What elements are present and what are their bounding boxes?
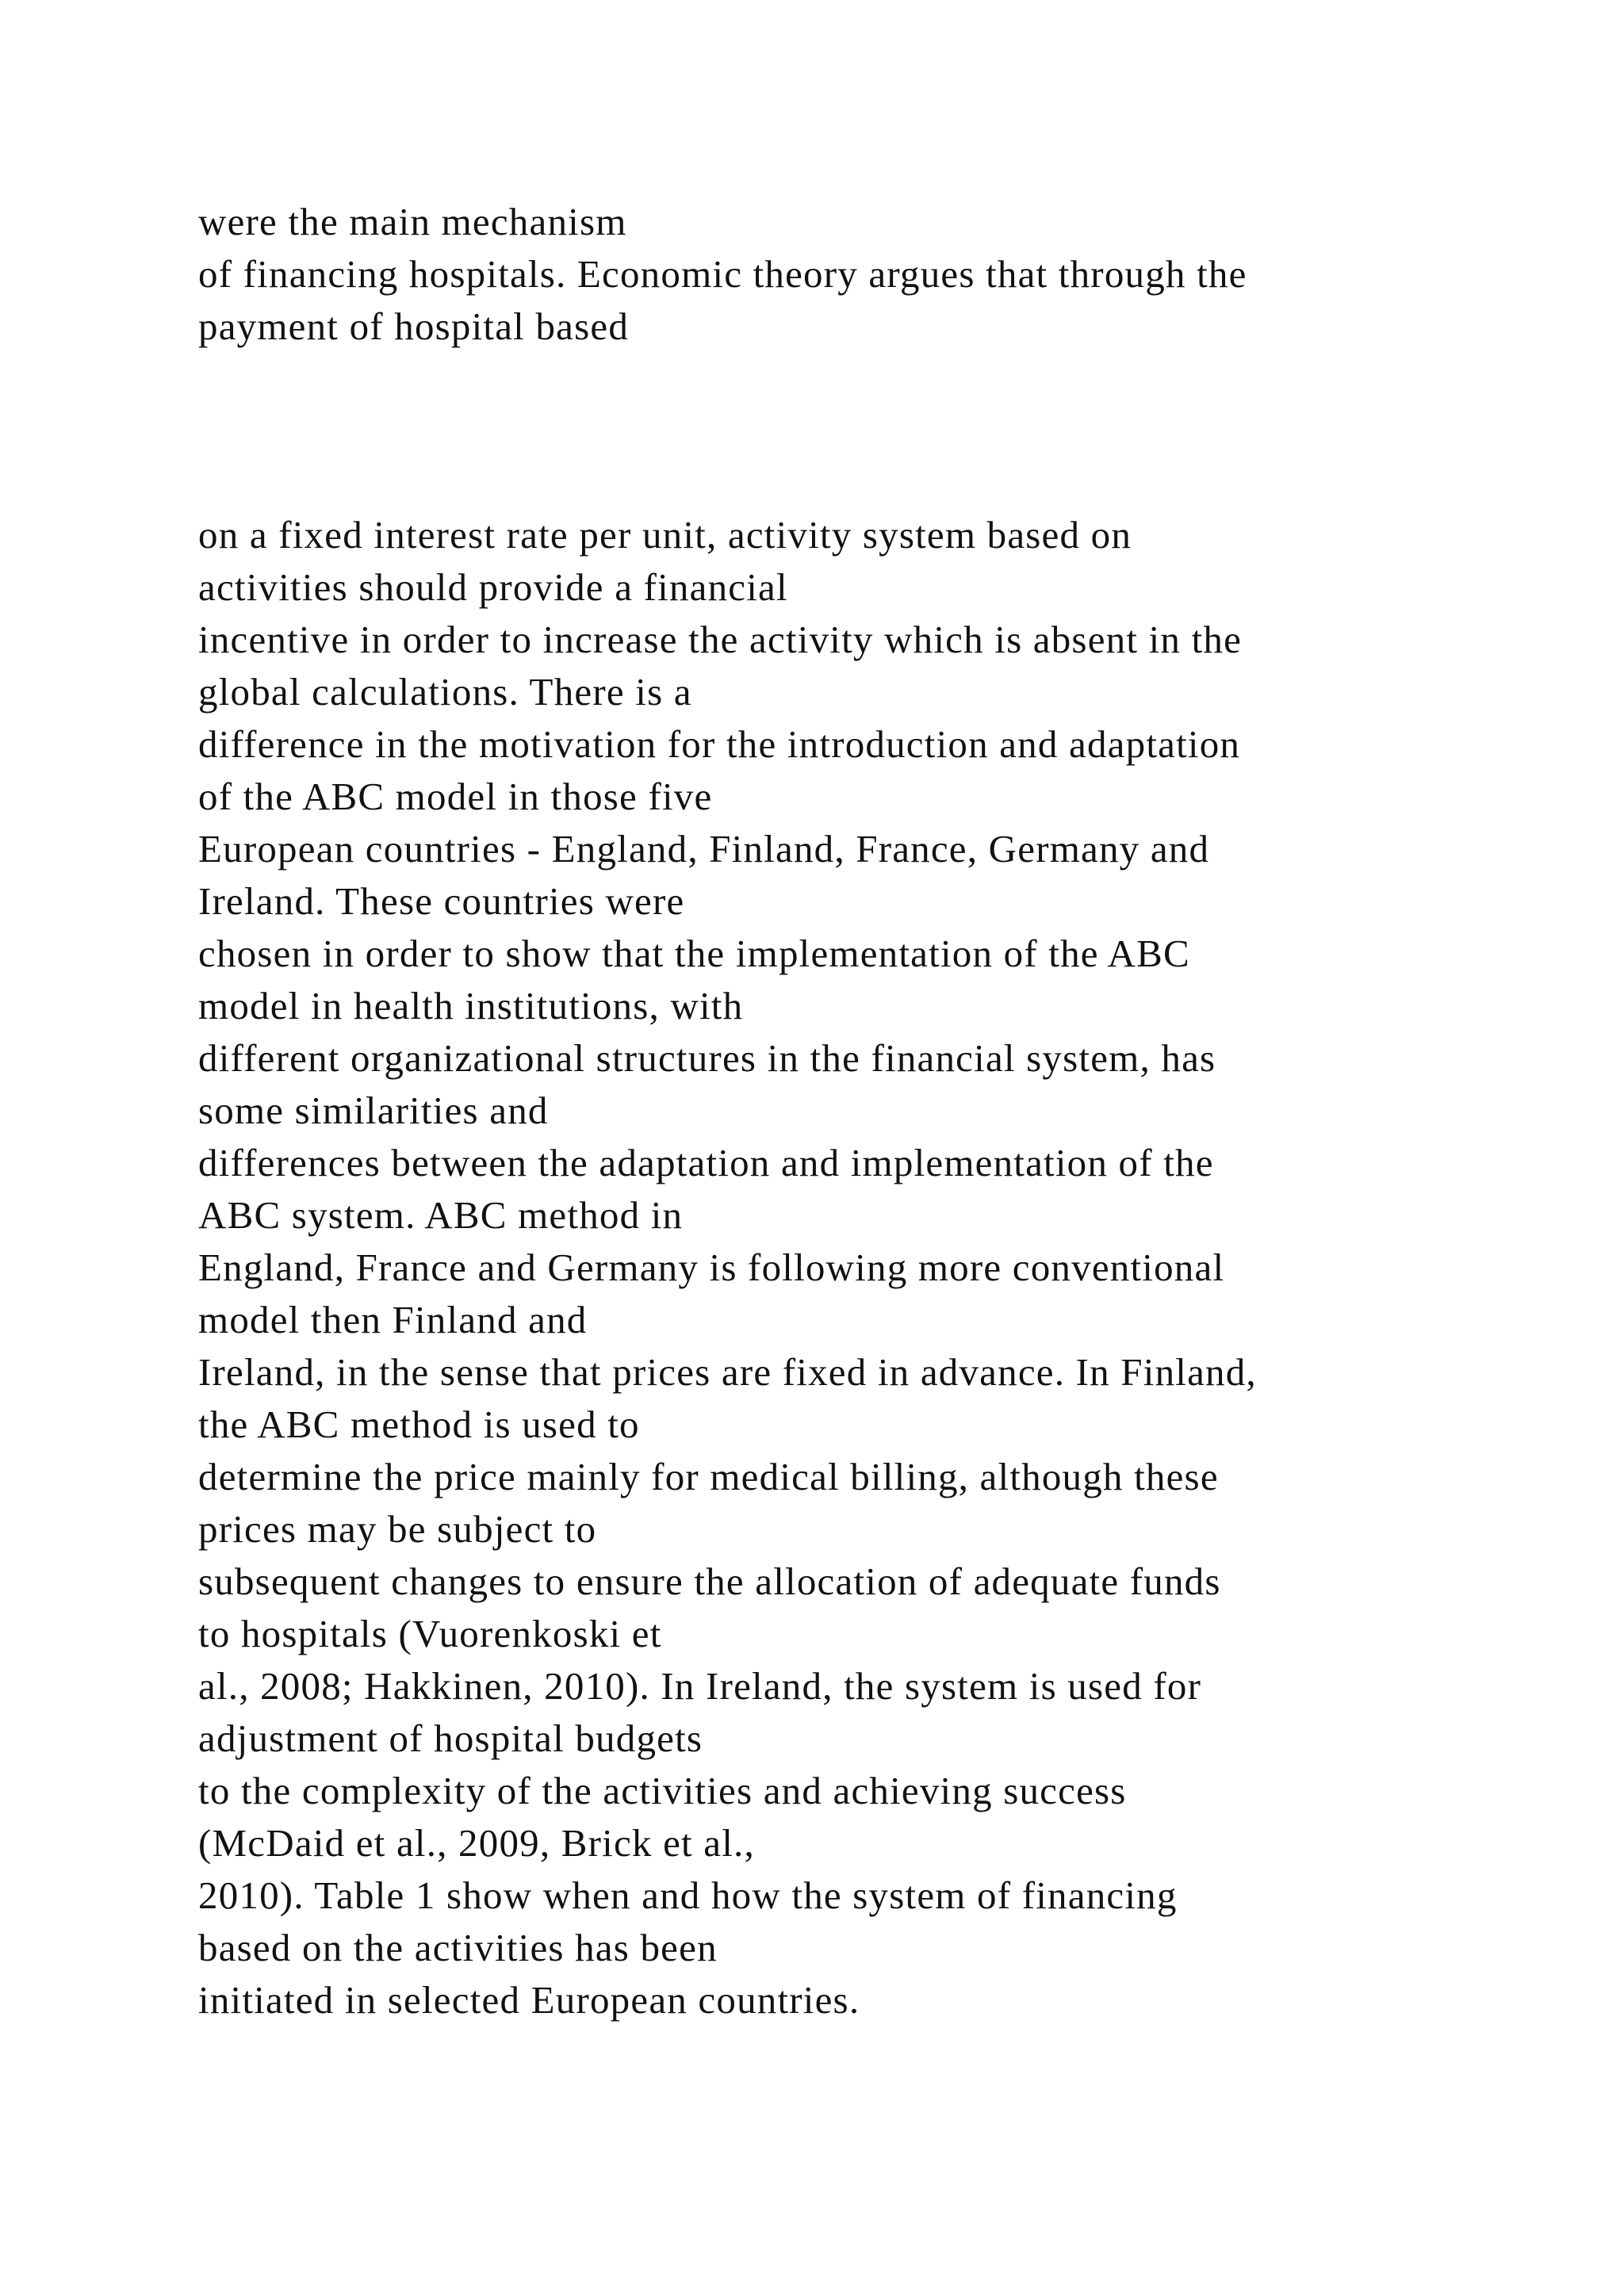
text-line: 2010). Table 1 show when and how the system of financing bbox=[198, 1873, 1178, 1917]
text-line: the ABC method is used to bbox=[198, 1402, 640, 1446]
text-line: different organizational structures in the financial system, has bbox=[198, 1036, 1216, 1080]
text-line: model in health institutions, with bbox=[198, 984, 744, 1027]
text-line: activities should provide a financial bbox=[198, 565, 788, 609]
text-line: based on the activities has been bbox=[198, 1926, 718, 1969]
text-line: determine the price mainly for medical billing, although these bbox=[198, 1455, 1219, 1498]
text-line: differences between the adaptation and implementation of the bbox=[198, 1141, 1214, 1184]
text-line: England, France and Germany is following more conventional bbox=[198, 1246, 1225, 1289]
paragraph-1 bbox=[198, 196, 1435, 353]
text-line: difference in the motivation for the introduction and adaptation bbox=[198, 722, 1241, 766]
text-line: to the complexity of the activities and achieving success bbox=[198, 1769, 1127, 1812]
text-line: to hospitals (Vuorenkoski et bbox=[198, 1612, 662, 1655]
text-line: model then Finland and bbox=[198, 1298, 588, 1341]
text-line: on a fixed interest rate per unit, activity system based on bbox=[198, 513, 1132, 557]
text-line: prices may be subject to bbox=[198, 1507, 597, 1551]
text-line: incentive in order to increase the activity which is absent in the bbox=[198, 618, 1243, 661]
text-line: initiated in selected European countries. bbox=[198, 1978, 860, 2022]
text-line: global calculations. There is a bbox=[198, 670, 692, 714]
text-line: al., 2008; Hakkinen, 2010). In Ireland, the system is used for bbox=[198, 1664, 1202, 1708]
text-line: ABC system. ABC method in bbox=[198, 1193, 684, 1237]
text-line: some similarities and bbox=[198, 1089, 549, 1132]
text-line: of financing hospitals. Economic theory argues that through the bbox=[198, 252, 1247, 296]
text-line: were the main mechanism bbox=[198, 200, 627, 243]
paragraph-2 bbox=[198, 509, 1435, 2026]
text-line: (McDaid et al., 2009, Brick et al., bbox=[198, 1821, 755, 1865]
text-line: adjustment of hospital budgets bbox=[198, 1716, 703, 1760]
text-line: of the ABC model in those five bbox=[198, 775, 713, 818]
text-line: European countries - England, Finland, France, Germany and bbox=[198, 827, 1210, 871]
text-line: payment of hospital based bbox=[198, 304, 630, 348]
text-line: Ireland. These countries were bbox=[198, 879, 685, 923]
text-line: subsequent changes to ensure the allocation of adequate funds bbox=[198, 1559, 1221, 1603]
text-line: Ireland, in the sense that prices are fixed in advance. In Finland, bbox=[198, 1350, 1257, 1394]
text-line: chosen in order to show that the implementation of the ABC bbox=[198, 932, 1190, 975]
